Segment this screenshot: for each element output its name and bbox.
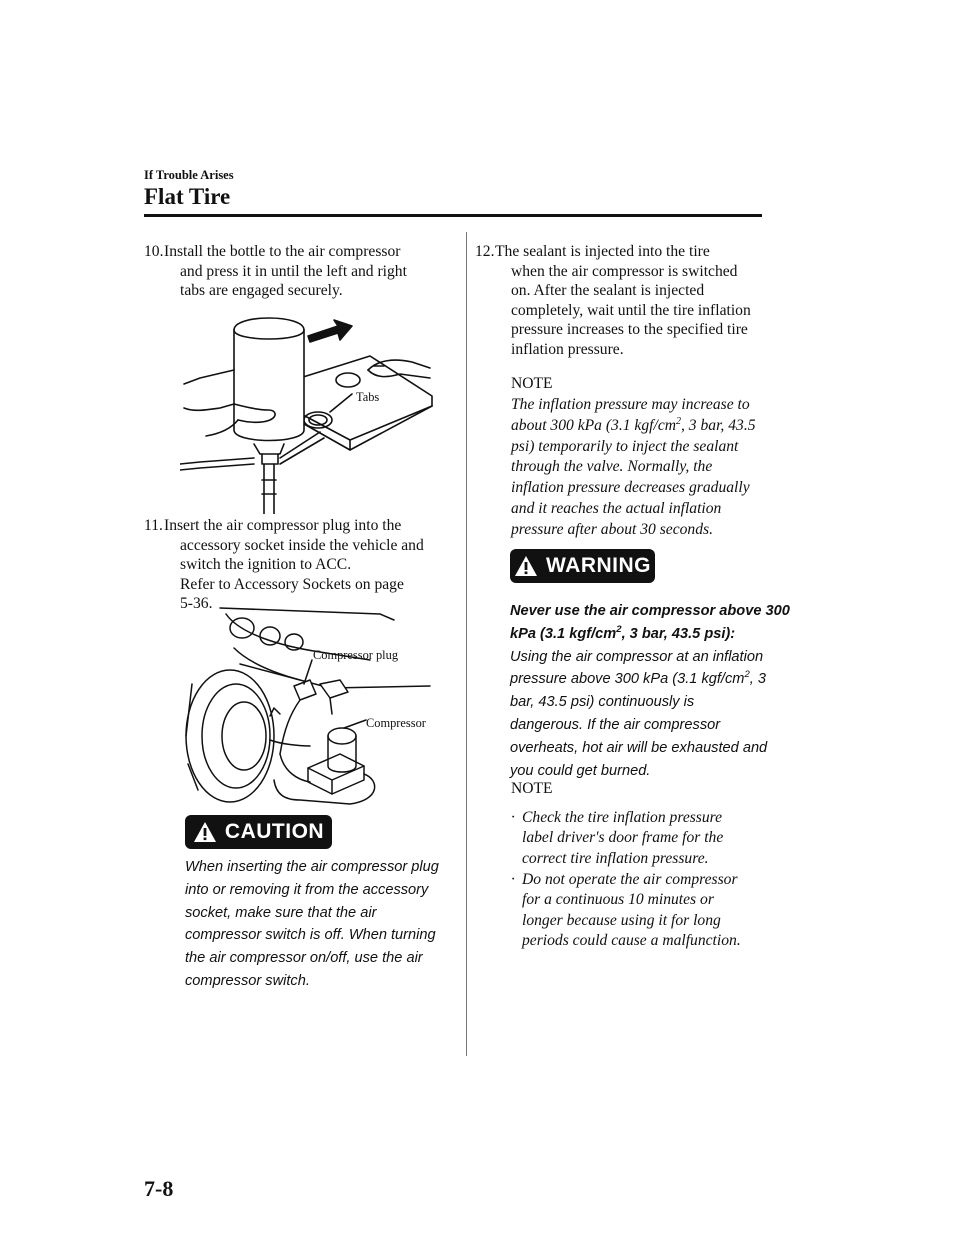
caution-line: When inserting the air compressor plug xyxy=(185,859,439,875)
caution-badge xyxy=(185,815,332,849)
step-line: on. After the sealant is injected xyxy=(511,282,705,300)
step-line: completely, wait until the tire inflation xyxy=(511,301,751,319)
step-line: Insert the air compressor plug into the xyxy=(164,517,402,534)
caution-line: socket, make sure that the air xyxy=(185,904,377,921)
step-line: inflation pressure. xyxy=(511,340,624,358)
header-rule xyxy=(144,214,762,217)
step-line: pressure increases to the specified tire xyxy=(511,321,748,339)
step-line: when the air compressor is switched xyxy=(511,262,738,280)
note-text: The inflation pressure may increase to about 300 kPa (3.1 kgf/$cm^2$, 3 bar, 43.5 psi) temporarily to inject the sealant through the valve. Normally, the inflation pressure decreases gradually and it reaches the actual inflation pressure after about 30 seconds. xyxy=(511,396,756,538)
bottle-installation-illustration xyxy=(180,308,442,514)
caution-badge-label: CAUTION xyxy=(224,820,325,843)
compressor-label: Compressor xyxy=(366,716,426,730)
step-line: accessory socket inside the vehicle and xyxy=(180,536,424,554)
tabs-label: Tabs xyxy=(356,390,380,404)
step-12 xyxy=(475,242,775,372)
compressor-plug-illustration xyxy=(180,604,442,808)
warning-badge-label: WARNING xyxy=(546,554,651,577)
step-line: and press it in until the left and right xyxy=(180,262,407,280)
step-line: Install the bottle to the air compressor xyxy=(164,243,401,260)
page-title: Flat Tire xyxy=(144,184,231,209)
note-label: NOTE xyxy=(511,780,553,797)
step-line: Refer to Accessory Sockets on page xyxy=(180,575,404,593)
caution-text xyxy=(185,856,439,993)
caution-line: into or removing it from the accessory xyxy=(185,881,429,898)
step-number: 12. xyxy=(475,243,495,260)
note-bullet-list: · Check the tire inflation pressure label driver's door frame for the correct tire inflation pressure. · Do not operate the air compressor for a continuous 10 minutes or longer because using it for long periods could cause a malfunction. xyxy=(511,809,741,950)
warning-text: Never use the air compressor above 300 kPa (3.1 kgf/$cm^2$, 3 bar, 43.5 psi): Using the air compressor at an inflation pressure above 300 kPa (3.1 kgf/$cm^2$, 3 bar, 43.5 psi) continuously is dangerous. If the air compressor overheats, hot air will be exhausted and you could get burned. xyxy=(510,603,790,779)
page-number: 7-8 xyxy=(144,1176,174,1201)
compressor-plug-label: Compressor plug xyxy=(313,648,399,662)
step-11 xyxy=(144,516,454,616)
caution-line: compressor switch. xyxy=(185,972,310,989)
step-number: 11. xyxy=(144,517,163,534)
column-divider xyxy=(466,232,467,1056)
step-line: switch the ignition to ACC. xyxy=(180,556,352,574)
warning-triangle-icon xyxy=(514,555,538,577)
section-name: If Trouble Arises xyxy=(144,168,234,182)
warning-badge xyxy=(510,549,655,583)
note-label: NOTE xyxy=(511,375,553,392)
step-number: 10. xyxy=(144,243,164,260)
caution-line: the air compressor on/off, use the air xyxy=(185,950,423,967)
step-line: tabs are engaged securely. xyxy=(180,282,343,300)
step-10 xyxy=(144,242,454,312)
warning-triangle-icon xyxy=(193,821,217,843)
caution-line: compressor switch is off. When turning xyxy=(185,927,436,944)
step-line: The sealant is injected into the tire xyxy=(495,243,710,260)
step-line: 5-36. xyxy=(180,595,213,613)
